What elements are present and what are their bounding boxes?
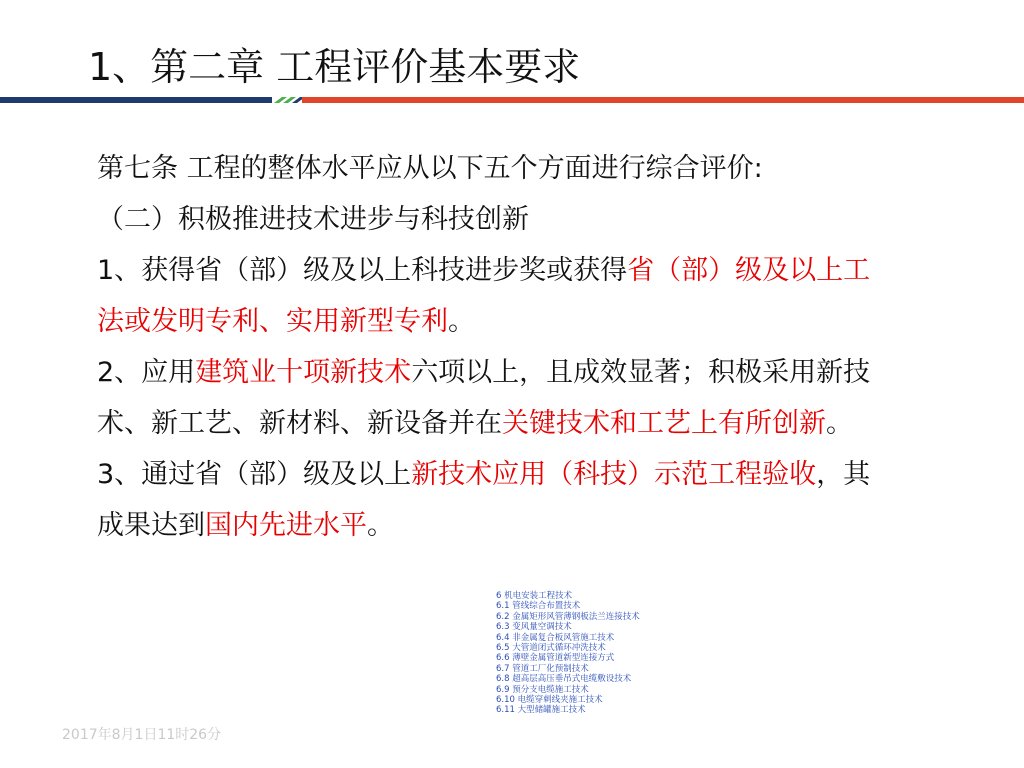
tech-list-item: 6.5 大管道闭式循环冲洗技术 bbox=[496, 643, 606, 654]
tech-list-item: 6.4 非金属复合板风管施工技术 bbox=[496, 632, 615, 643]
body-text-segment: ，其 bbox=[816, 459, 871, 490]
body-text-segment: 第七条 工程的整体水平应从以下五个方面进行综合评价: bbox=[97, 153, 763, 184]
tech-list bbox=[496, 591, 640, 716]
body-line bbox=[97, 449, 927, 500]
highlight-text: 国内先进水平 bbox=[205, 510, 367, 541]
body-text-segment: 六项以上，且成效显著；积极采用新技 bbox=[411, 357, 871, 388]
body-line bbox=[97, 194, 927, 245]
tech-list-item: 6 机电安装工程技术 bbox=[496, 591, 573, 601]
highlight-text: 关键技术和工艺上有所创新 bbox=[502, 408, 826, 439]
body-text-segment: 。 bbox=[448, 306, 475, 337]
body-line bbox=[97, 347, 927, 398]
body-text-segment: 2、应用 bbox=[97, 357, 196, 388]
body-text-segment: 。 bbox=[826, 408, 853, 439]
highlight-text: 法或发明专利、实用新型专利 bbox=[97, 306, 448, 337]
tech-list-item: 6.9 预分支电缆施工技术 bbox=[496, 684, 589, 695]
tech-list-item: 6.8 超高层高压垂吊式电缆敷设技术 bbox=[496, 674, 632, 685]
body-line bbox=[97, 296, 927, 347]
body-line bbox=[97, 143, 927, 194]
tech-list-item: 6.11 大型储罐施工技术 bbox=[496, 705, 586, 716]
tech-list-item: 6.1 管线综合布置技术 bbox=[496, 601, 581, 612]
tech-list-item: 6.10 电缆穿刺线夹施工技术 bbox=[496, 695, 603, 706]
body-text-segment: 成果达到 bbox=[97, 510, 205, 541]
tech-list-item: 6.6 薄壁金属管道新型连接方式 bbox=[496, 653, 615, 664]
tech-list-item: 6.3 变风量空调技术 bbox=[496, 622, 572, 633]
body-line bbox=[97, 500, 927, 551]
divider-red-bar bbox=[302, 97, 1024, 103]
tech-list-item: 6.7 管道工厂化预制技术 bbox=[496, 663, 589, 674]
body-line bbox=[97, 398, 927, 449]
body-text-segment: 3、通过省（部）级及以上 bbox=[97, 459, 412, 490]
highlight-text: 建筑业十项新技术 bbox=[195, 357, 412, 388]
body-text-segment: 。 bbox=[367, 510, 394, 541]
body-text-segment: （二）积极推进技术进步与科技创新 bbox=[97, 204, 529, 235]
title-divider bbox=[0, 96, 1024, 104]
tech-list-item: 6.2 金属矩形风管薄钢板法兰连接技术 bbox=[496, 611, 640, 622]
body-text bbox=[97, 143, 927, 551]
page-title: 1、第二章 工程评价基本要求 bbox=[88, 45, 581, 89]
highlight-text: 新技术应用（科技）示范工程验收 bbox=[411, 459, 817, 490]
highlight-text: 省（部）级及以上工 bbox=[627, 255, 871, 286]
body-line bbox=[97, 245, 927, 296]
slide-date: 2017年8月1日11时26分 bbox=[62, 727, 222, 743]
body-text-segment: 术、新工艺、新材料、新设备并在 bbox=[97, 408, 502, 439]
body-text-segment: 1、获得省（部）级及以上科技进步奖或获得 bbox=[97, 255, 628, 286]
divider-navy-bar bbox=[0, 97, 272, 103]
